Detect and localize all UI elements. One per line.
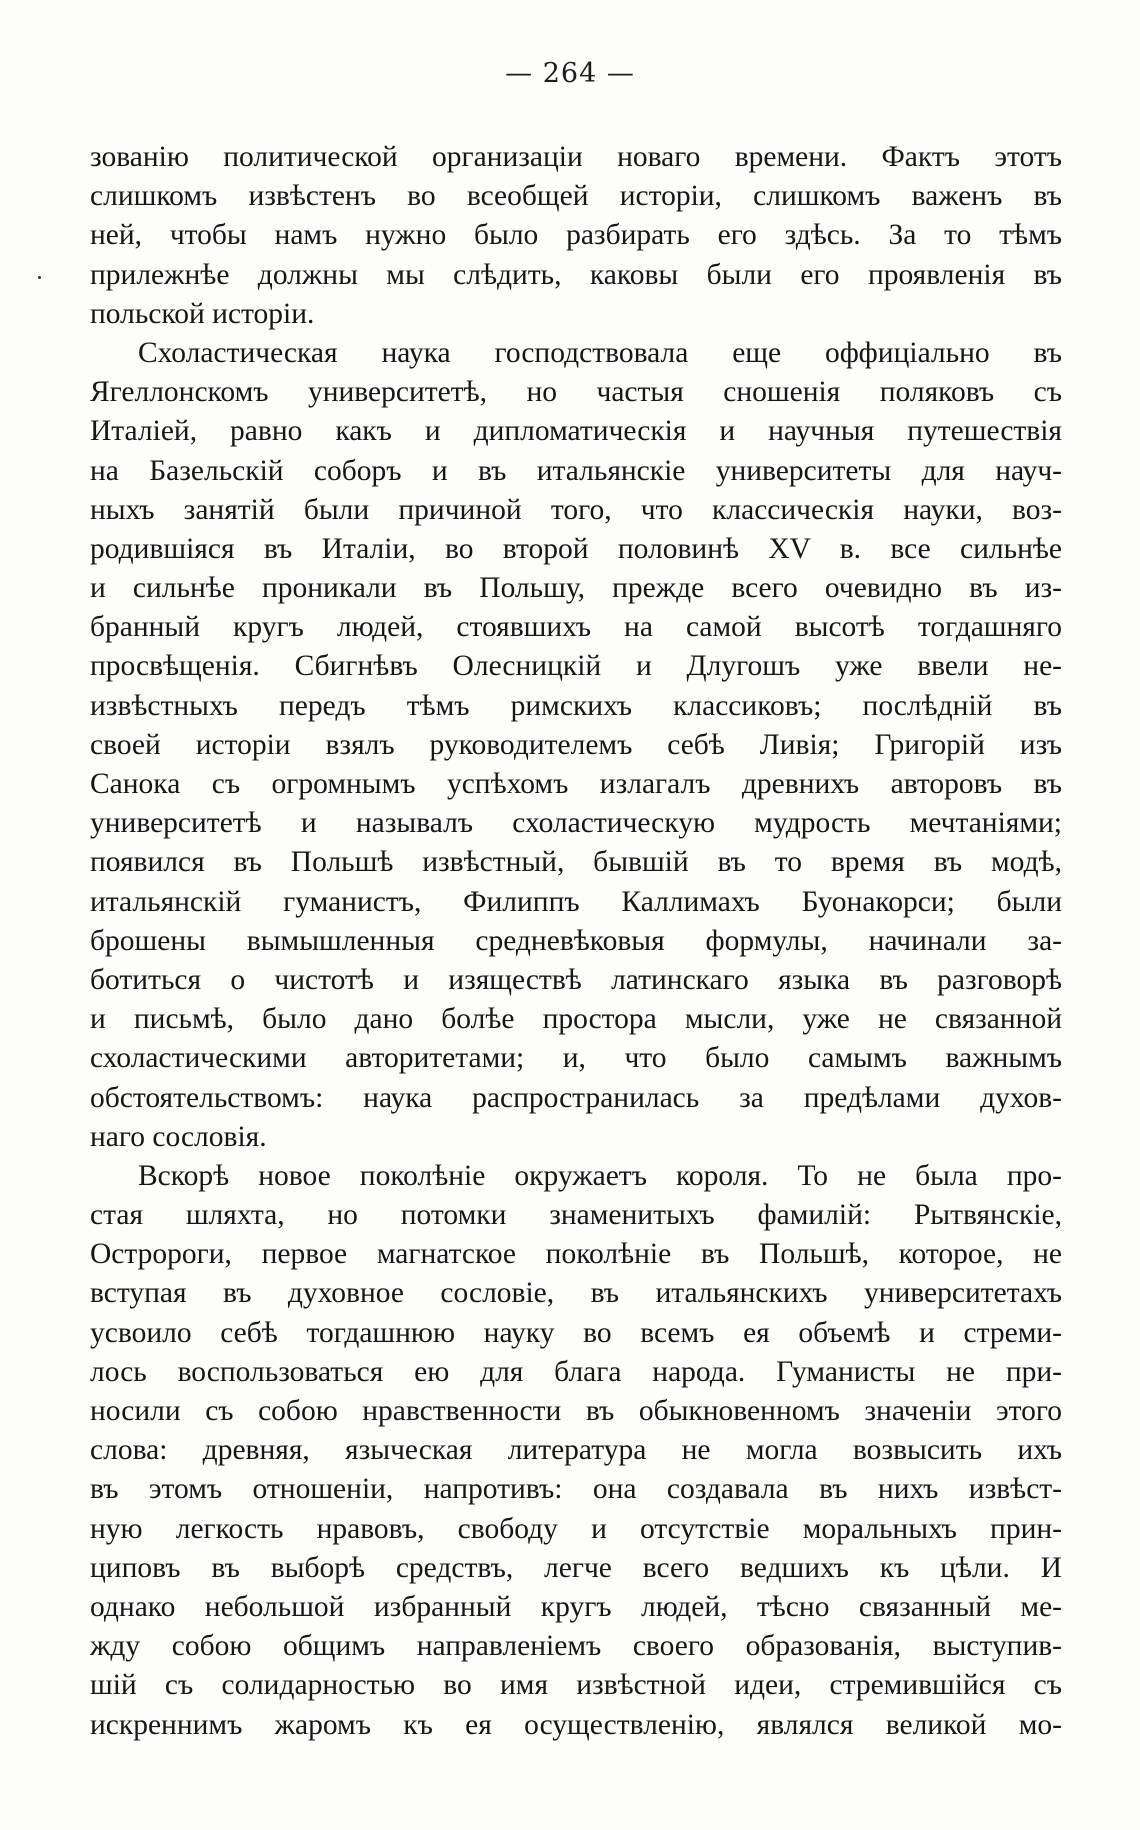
paragraph-1 <box>90 138 1062 334</box>
text-line: Вскорѣ новое поколѣніе окружаетъ короля. То не была про- <box>138 1159 1062 1192</box>
text-line: обстоятельствомъ: наука распространилась за предѣлами духов- <box>90 1081 1062 1114</box>
page-number: — 264 — <box>505 58 635 89</box>
text-line: прилежнѣе должны мы слѣдить, каковы были его проявленія въ <box>90 258 1062 291</box>
text-line: Италіей, равно какъ и дипломатическія и научныя путешествія <box>90 415 1062 448</box>
text-line: слишкомъ извѣстенъ во всеобщей исторіи, слишкомъ важенъ въ <box>90 180 1062 213</box>
text-line: стая шляхта, но потомки знаменитыхъ фамилій: Рытвянскіе, <box>90 1199 1062 1232</box>
text-line: появился въ Польшѣ извѣстный, бывшій въ то время въ модѣ, <box>90 846 1062 879</box>
text-line: Санока съ огромнымъ успѣхомъ излагалъ древнихъ авторовъ въ <box>90 768 1062 800</box>
text-line: ную легкость нравовъ, свободу и отсутствіе моральныхъ прин- <box>90 1512 1062 1545</box>
text-line: циповъ въ выборѣ средствъ, легче всего ведшихъ къ цѣли. И <box>90 1551 1062 1584</box>
paragraph-2 <box>90 334 1062 1157</box>
text-line: ней, чтобы намъ нужно было разбирать его здѣсь. За то тѣмъ <box>90 219 1062 252</box>
paragraph-3 <box>90 1157 1062 1745</box>
text-line: шій съ солидарностью во имя извѣстной идеи, стремившійся съ <box>90 1669 1062 1702</box>
text-line: лось воспользоваться ею для блага народа. Гуманисты не при- <box>90 1355 1062 1388</box>
text-line: усвоило себѣ тогдашнюю науку во всемъ ея объемѣ и стреми- <box>90 1316 1062 1349</box>
text-line: носили съ собою нравственности въ обыкновенномъ значеніи этого <box>90 1395 1062 1427</box>
text-line: ботиться о чистотѣ и изяществѣ латинскаго языка въ разговорѣ <box>90 963 1062 996</box>
text-line: искреннимъ жаромъ къ ея осуществленію, являлся великой мо- <box>90 1708 1062 1741</box>
text-line: и письмѣ, было дано болѣе простора мысли, уже не связанной <box>90 1003 1062 1036</box>
text-line: и сильнѣе проникали въ Польшу, прежде всего очевидно въ из- <box>90 572 1062 605</box>
text-line: схоластическими авторитетами; и, что было самымъ важнымъ <box>90 1042 1062 1075</box>
text-line: жду собою общимъ направленіемъ своего образованія, выступив- <box>90 1630 1062 1663</box>
text-line: своей исторіи взялъ руководителемъ себѣ Ливія; Григорій изъ <box>90 728 1062 761</box>
text-line: на Базельскій соборъ и въ итальянскіе университеты для науч- <box>90 454 1062 487</box>
text-line: брошены вымышленныя средневѣковыя формулы, начинали за- <box>90 924 1062 957</box>
text-line: Схоластическая наука господствовала еще оффиціально въ <box>138 336 1062 369</box>
text-line: слова: древняя, языческая литература не могла возвысить ихъ <box>90 1434 1062 1467</box>
text-line: въ этомъ отношеніи, напротивъ: она создавала въ нихъ извѣст- <box>90 1473 1062 1506</box>
text-line: вступая въ духовное сословіе, въ итальянскихъ университетахъ <box>90 1277 1062 1310</box>
body-text <box>90 138 1062 1745</box>
text-line: наго сословія. <box>90 1120 267 1153</box>
text-line: Остророги, первое магнатское поколѣніе въ Польшѣ, которое, не <box>90 1238 1062 1271</box>
text-line: однако небольшой избранный кругъ людей, тѣсно связанный ме- <box>90 1590 1062 1623</box>
text-line: родившіяся въ Италіи, во второй половинѣ XV в. все сильнѣе <box>90 532 1062 565</box>
text-line: извѣстныхъ передъ тѣмъ римскихъ классиковъ; послѣдній въ <box>90 689 1062 722</box>
text-line: бранный кругъ людей, стоявшихъ на самой высотѣ тогдашняго <box>90 611 1062 644</box>
text-line: итальянскій гуманистъ, Филиппъ Каллимахъ Буонакорси; были <box>90 885 1062 918</box>
text-line: зованію политической организаціи новаго времени. Фактъ этотъ <box>90 141 1062 173</box>
text-line: Ягеллонскомъ университетѣ, но частыя сношенія поляковъ съ <box>90 376 1062 409</box>
margin-speck <box>38 276 41 279</box>
text-line: просвѣщенія. Сбигнѣвъ Олесницкій и Длугошъ уже ввели не- <box>90 650 1062 683</box>
text-line: польской исторіи. <box>90 297 315 330</box>
text-line: университетѣ и называлъ схоластическую мудрость мечтаніями; <box>90 807 1062 840</box>
text-line: ныхъ занятій были причиной того, что классическія науки, воз- <box>90 493 1062 526</box>
